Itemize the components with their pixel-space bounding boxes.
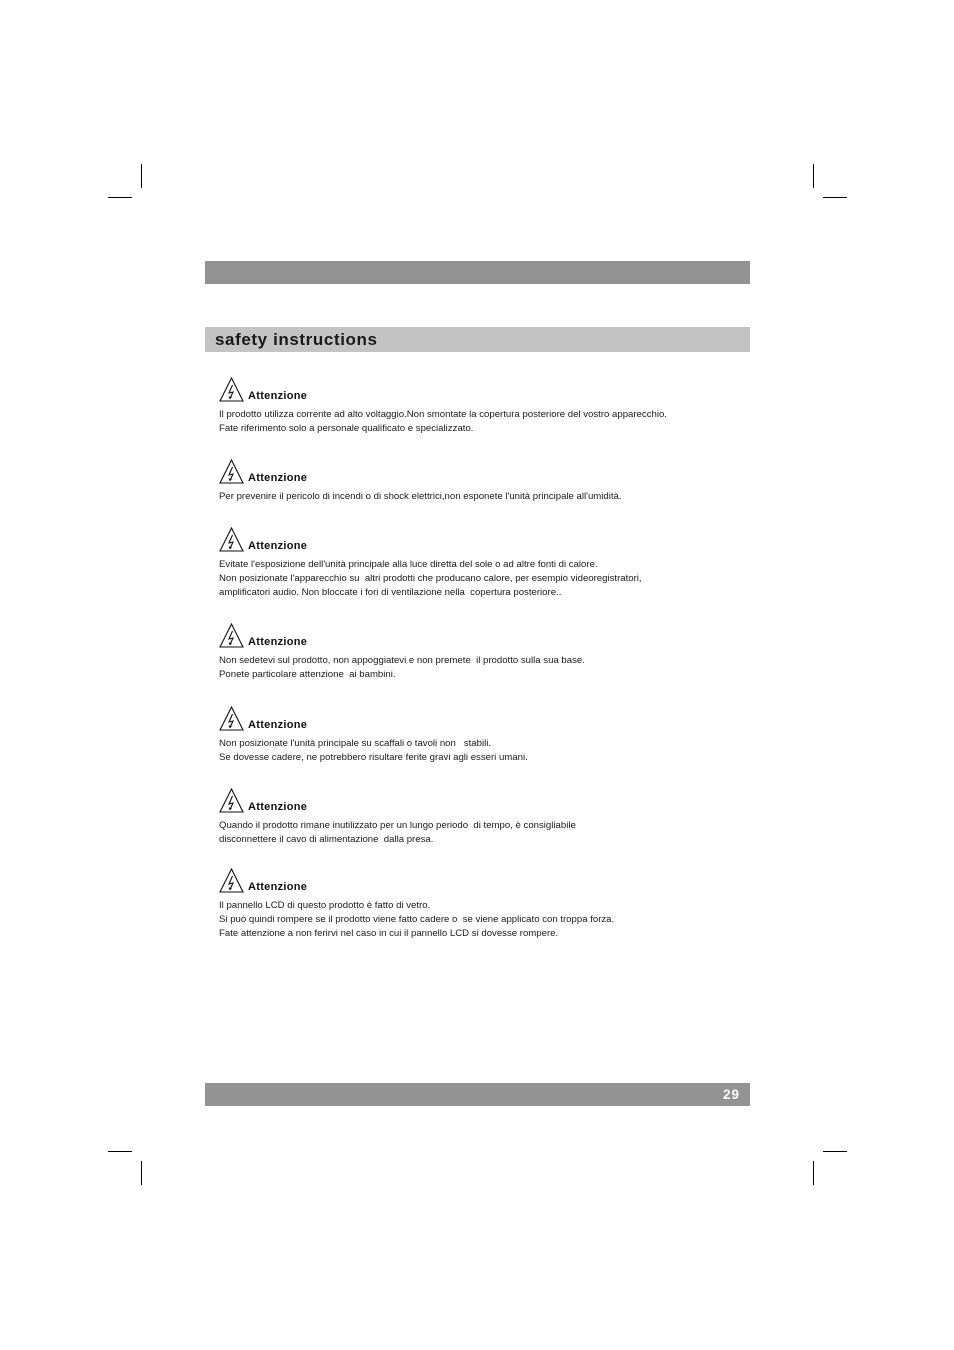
warning-section-3 xyxy=(219,527,739,601)
warning-label: Attenzione xyxy=(248,390,308,402)
warning-text-line: Se dovesse cadere, ne potrebbero risultare ferite gravi agli esseri umani. xyxy=(219,752,528,764)
warning-text-line: Si può quindi rompere se il prodotto viene fatto cadere o se viene applicato con troppa forza. xyxy=(219,914,615,926)
crop-mark-bottom-left-vertical xyxy=(141,1161,142,1185)
warning-text-line: Per prevenire il pericolo di incendi o di shock elettrici,non esponete l'unità principale all'umidità. xyxy=(219,491,622,502)
warning-text-line: Il prodotto utilizza corrente ad alto voltaggio.Non smontate la copertura posteriore del vostro apparecchio. xyxy=(219,409,667,420)
warning-section-4 xyxy=(219,623,739,682)
warning-section-2 xyxy=(219,459,739,504)
warning-label: Attenzione xyxy=(248,719,308,731)
section-title-bar xyxy=(205,327,750,352)
footer-bar xyxy=(205,1083,750,1106)
high-voltage-warning-icon xyxy=(219,527,244,552)
high-voltage-warning-icon xyxy=(219,868,244,893)
page-title: safety instructions xyxy=(215,330,378,349)
high-voltage-warning-icon xyxy=(219,788,244,813)
warning-label: Attenzione xyxy=(248,881,308,893)
crop-mark-bottom-left-horizontal xyxy=(108,1151,132,1152)
warning-text-line: Fate attenzione a non ferirvi nel caso in cui il pannello LCD si dovesse rompere. xyxy=(219,928,559,940)
warning-label: Attenzione xyxy=(248,472,308,484)
warning-label: Attenzione xyxy=(248,801,308,813)
warning-section-5 xyxy=(219,706,739,765)
crop-mark-top-left-horizontal xyxy=(108,197,132,198)
page-number: 29 xyxy=(722,1087,740,1102)
warning-section-7 xyxy=(219,868,739,942)
warning-label: Attenzione xyxy=(248,636,308,648)
high-voltage-warning-icon xyxy=(219,377,244,402)
high-voltage-warning-icon xyxy=(219,459,244,484)
warning-text-line: Ponete particolare attenzione ai bambini. xyxy=(219,669,396,681)
warning-text-line: Non sedetevi sul prodotto, non appoggiatevi e non premete il prodotto sulla sua base. xyxy=(219,655,585,666)
warning-label: Attenzione xyxy=(248,540,308,552)
warning-text-line: Evitate l'esposizione dell'unità principale alla luce diretta del sole o ad altre fonti di calore. xyxy=(219,559,598,570)
crop-mark-top-left-vertical xyxy=(141,164,142,188)
warning-text-line: disconnettere il cavo di alimentazione dalla presa. xyxy=(219,834,434,846)
warning-section-6 xyxy=(219,788,739,847)
crop-mark-bottom-right-horizontal xyxy=(823,1151,847,1152)
crop-mark-bottom-right-vertical xyxy=(813,1161,814,1185)
header-bar xyxy=(205,261,750,284)
warning-text-line: amplificatori audio. Non bloccate i fori di ventilazione nella copertura posteriore.. xyxy=(219,587,562,599)
warning-text-line: Non posizionate l'apparecchio su altri prodotti che producano calore, per esempio videoregistratori, xyxy=(219,573,642,585)
warning-section-1 xyxy=(219,377,739,436)
warning-text-line: Il pannello LCD di questo prodotto è fatto di vetro. xyxy=(219,900,431,911)
warning-text-line: Quando il prodotto rimane inutilizzato per un lungo periodo di tempo, è consigliabile xyxy=(219,820,576,831)
high-voltage-warning-icon xyxy=(219,623,244,648)
warning-text-line: Fate riferimento solo a personale qualificato e specializzato. xyxy=(219,423,474,435)
warning-text-line: Non posizionate l'unità principale su scaffali o tavoli non stabili. xyxy=(219,738,492,749)
crop-mark-top-right-vertical xyxy=(813,164,814,188)
crop-mark-top-right-horizontal xyxy=(823,197,847,198)
high-voltage-warning-icon xyxy=(219,706,244,731)
